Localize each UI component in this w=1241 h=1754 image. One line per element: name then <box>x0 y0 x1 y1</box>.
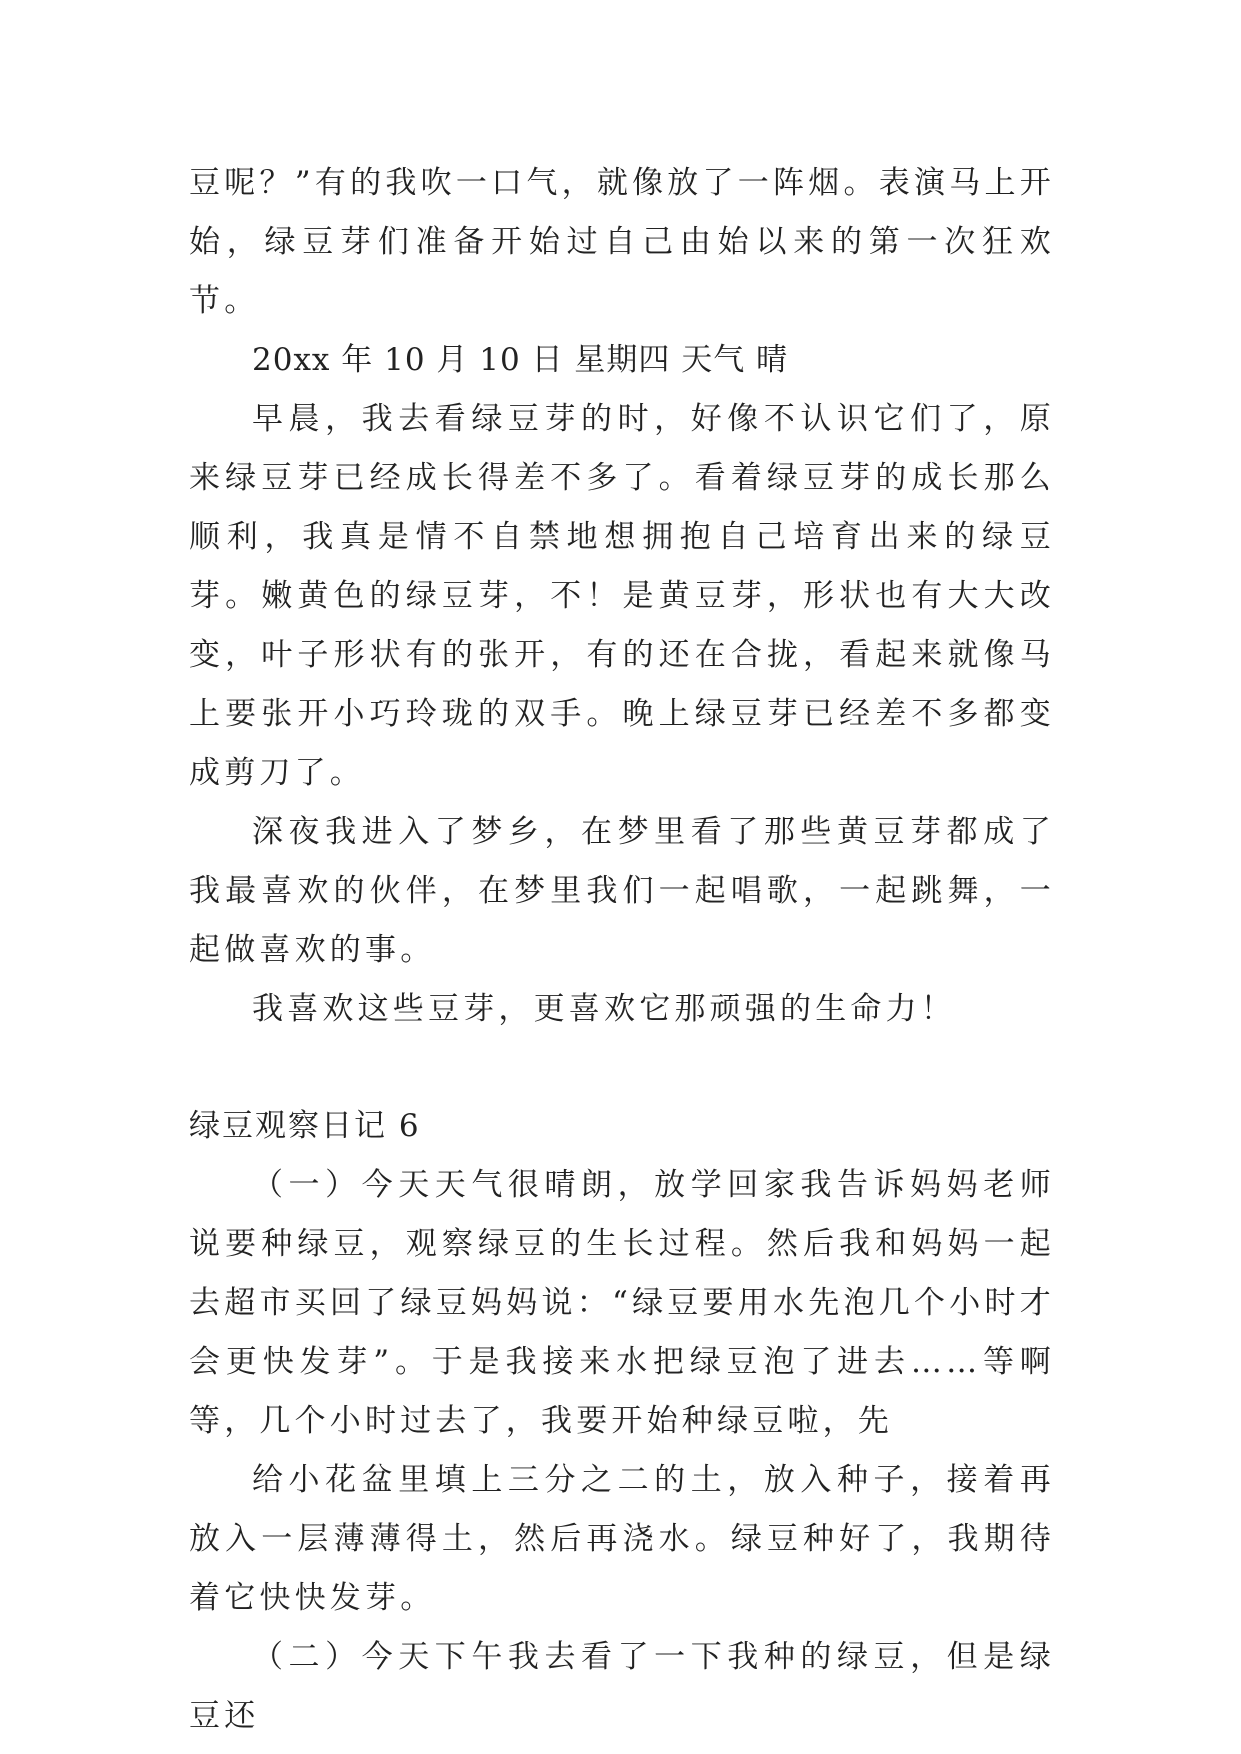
paragraph-planting: 给小花盆里填上三分之二的土，放入种子，接着再放入一层薄薄得土，然后再浇水。绿豆种好了，我期待着它快快发芽。 <box>189 1462 1055 1616</box>
section-heading: 绿豆观察日记 6 <box>189 1108 421 1144</box>
document-body <box>189 154 1055 1746</box>
paragraph-continuation: 豆呢？”有的我吹一口气，就像放了一阵烟。表演马上开始，绿豆芽们准备开始过自己由始以来的第一次狂欢节。 <box>189 165 1055 319</box>
diary-date-line: 20xx 年 10 月 10 日 星期四 天气 晴 <box>252 342 789 378</box>
paragraph-conclusion: 我喜欢这些豆芽，更喜欢它那顽强的生命力！ <box>252 991 956 1027</box>
paragraph-part-two: （二）今天下午我去看了一下我种的绿豆，但是绿豆还 <box>189 1639 1055 1734</box>
paragraph-dream: 深夜我进入了梦乡，在梦里看了那些黄豆芽都成了我最喜欢的伙伴，在梦里我们一起唱歌，一起跳舞，一起做喜欢的事。 <box>189 814 1055 968</box>
paragraph-morning: 早晨，我去看绿豆芽的时，好像不认识它们了，原来绿豆芽已经成长得差不多了。看着绿豆芽的成长那么顺利，我真是情不自禁地想拥抱自己培育出来的绿豆芽。嫩黄色的绿豆芽，不！是黄豆芽，形状也有大大改变，叶子形状有的张开，有的还在合拢，看起来就像马上要张开小巧玲珑的双手。晚上绿豆芽已经差不多都变成剪刀了。 <box>189 401 1055 791</box>
paragraph-part-one: （一）今天天气很晴朗，放学回家我告诉妈妈老师说要种绿豆，观察绿豆的生长过程。然后我和妈妈一起去超市买回了绿豆妈妈说：“绿豆要用水先泡几个小时才会更快发芽”。于是我接来水把绿豆泡了进去……等啊等，几个小时过去了，我要开始种绿豆啦，先 <box>189 1167 1055 1439</box>
